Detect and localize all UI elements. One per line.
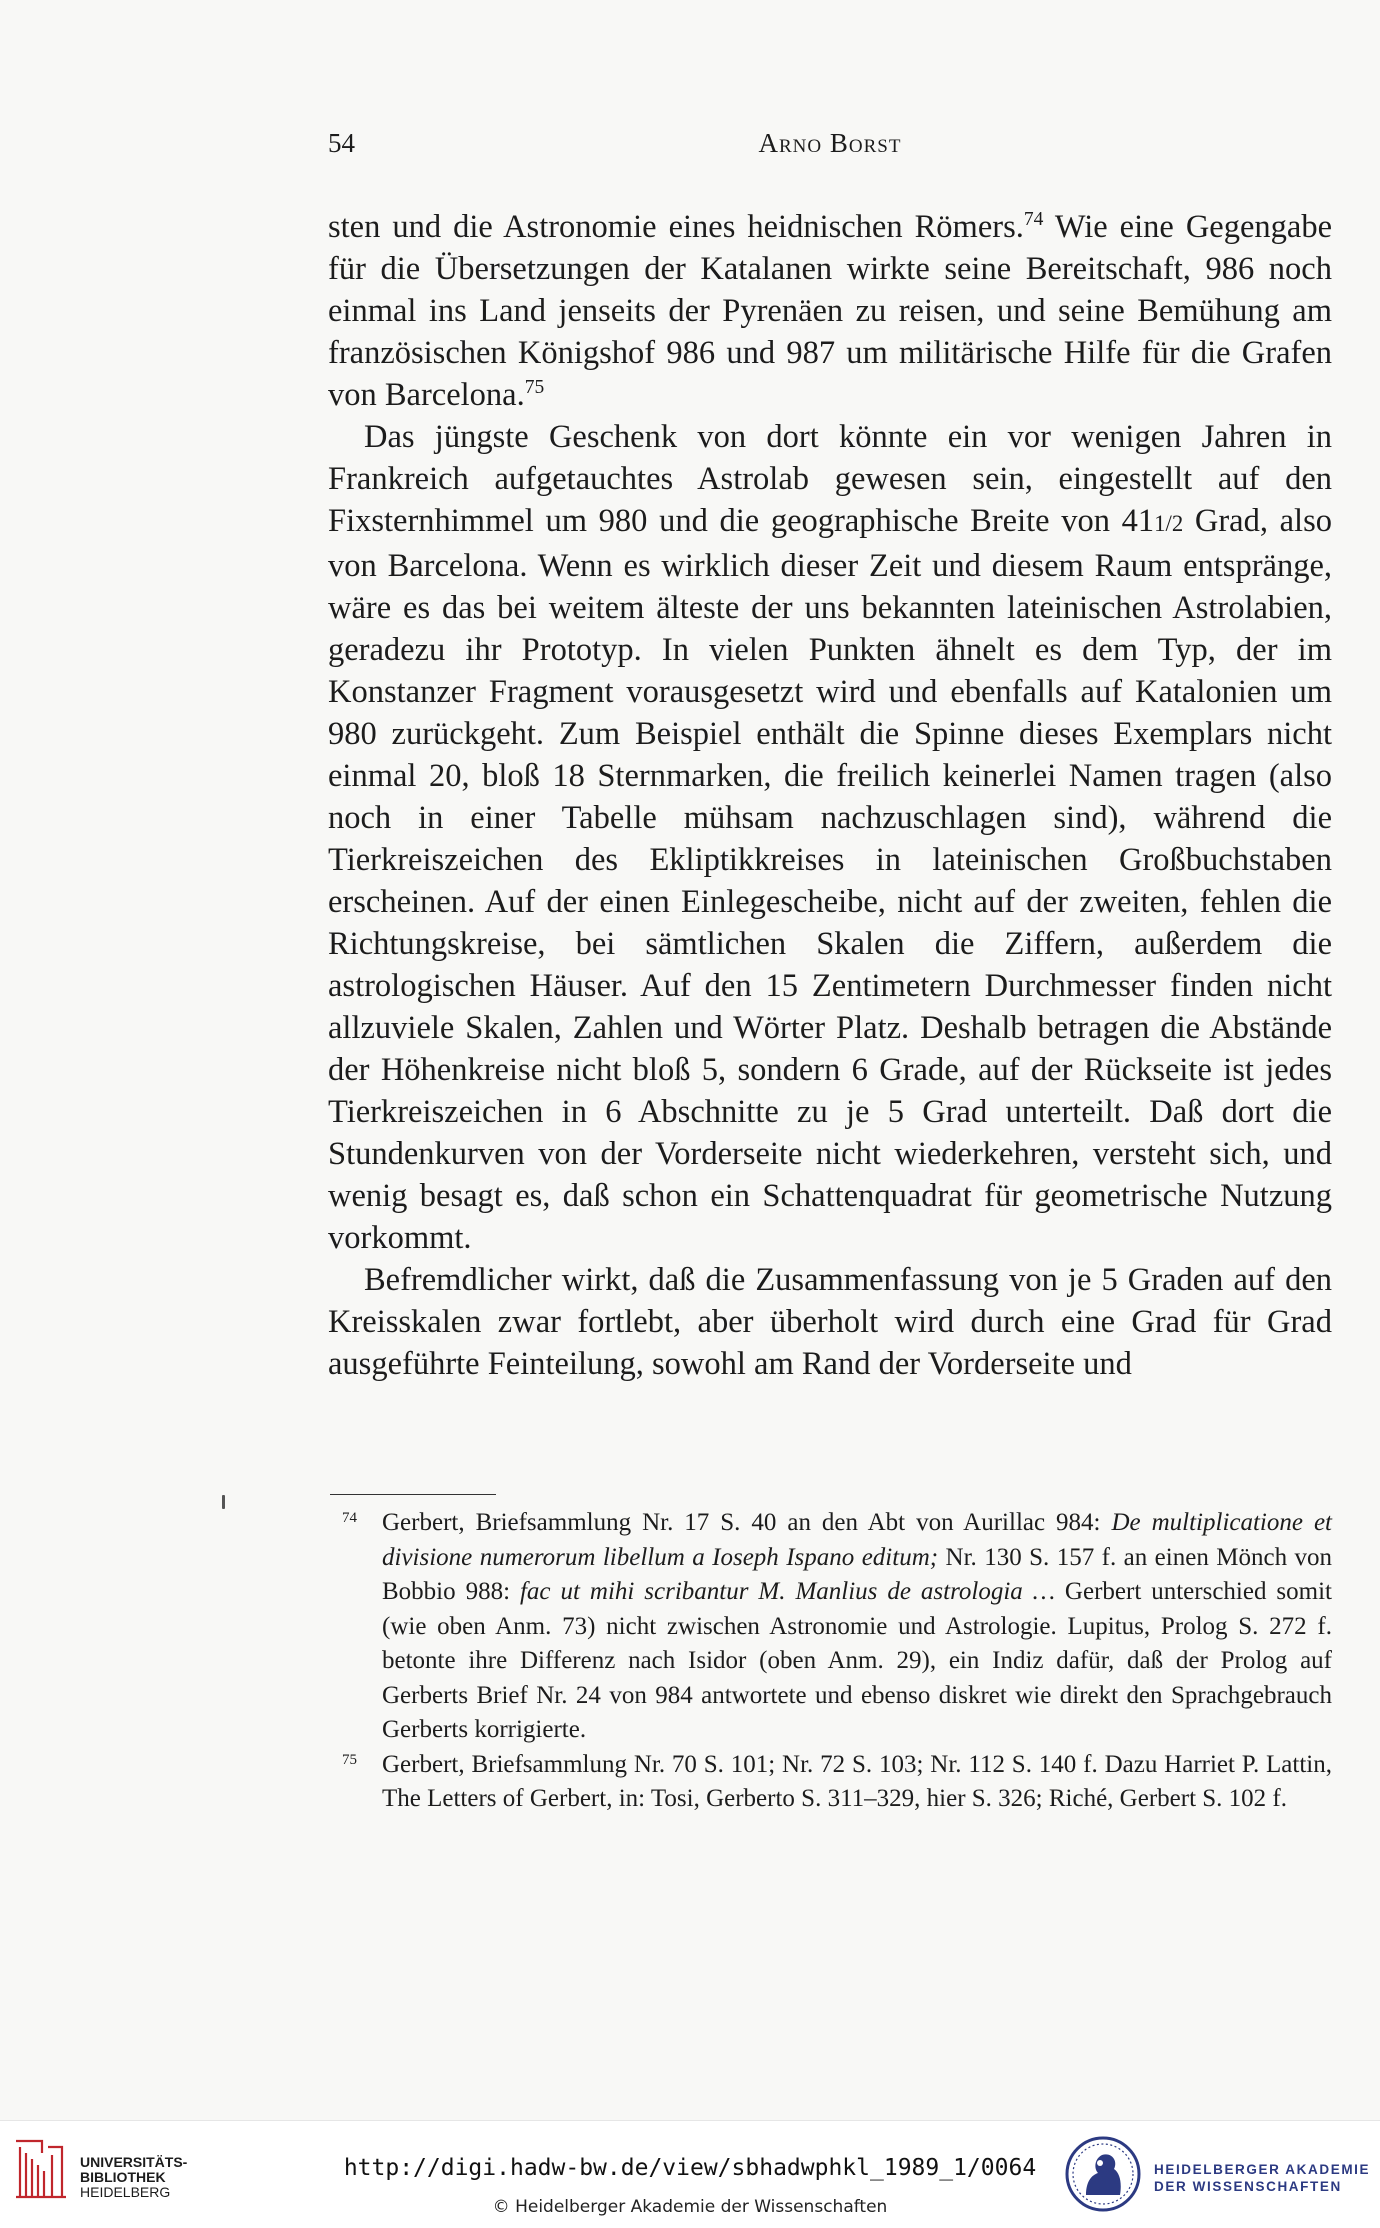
paragraph-3: Befremdlicher wirkt, daß die Zusammenfassung von je 5 Graden auf den Kreisskalen zwar fortlebt, aber überholt wird durch eine Grad für Grad ausgeführte Feinteilung, sowohl am Rand der Vorderseite und — [328, 1262, 1332, 1382]
academy-name — [1154, 2161, 1370, 2195]
paragraph-1-text-a: sten und die Astronomie eines heidnischen Römers. — [328, 209, 1024, 245]
page-number: 54 — [328, 128, 355, 158]
library-name-line: HEIDELBERG — [80, 2184, 171, 2200]
running-head-author: Arno Borst — [758, 128, 902, 158]
footnote-text: Gerbert, Briefsammlung Nr. 70 S. 101; Nr. 72 S. 103; Nr. 112 S. 140 f. Dazu Harriet P. Lattin, The Letters of Gerbert, in: Tosi, Gerberto S. 311–329, hier S. 326; Riché, Gerbert S. 102 f. — [382, 1750, 1332, 1812]
permalink-url[interactable]: http://digi.hadw-bw.de/view/sbhadwphkl_1989_1/0064 — [343, 2155, 1037, 2181]
footnote-separator — [330, 1494, 496, 1495]
footnote-text: Gerbert, Briefsammlung Nr. 17 S. 40 an den Abt von Aurillac 984: — [382, 1509, 1112, 1536]
fraction-half: 1/2 — [1154, 511, 1184, 536]
paragraph-2 — [328, 416, 1332, 1259]
footnote-mark: 75 — [342, 1751, 357, 1768]
paragraph-1 — [328, 206, 1332, 416]
footnote-ref-75[interactable]: 75 — [524, 377, 545, 399]
academy-name-line: DER WISSENSCHAFTEN — [1154, 2179, 1342, 2194]
footnote-ref-74[interactable]: 74 — [1023, 209, 1044, 231]
paragraph-2-text-b: Grad, also von Barcelona. Wenn es wirklich dieser Zeit und diesem Raum entspränge, wäre es das bei weitem älteste der uns bekannten lateinischen Astrolabien, geradezu ihr Prototyp. In vielen Punkten ähnelt es dem Typ, der im Konstanzer Fragment vorausgesetzt wird und ebenfalls auf Katalonien um 980 zurückgeht. Zum Beispiel enthält die Spinne dieses Exemplars nicht einmal 20, bloß 18 Sternmarken, die freilich keinerlei Namen tragen (also noch in einer Tabelle mühsam nachzuschlagen sind), während die Tierkreiszeichen des Ekliptikkreises in lateinischen Großbuchstaben erscheinen. Auf der einen Einlegescheibe, nicht auf der zweiten, fehlen die Richtungskreise, bei sämtlichen Skalen die Ziffern, außerdem die astrologischen Häuser. Auf den 15 Zentimetern Durchmesser finden nicht allzuviele Skalen, Zahlen und Wörter Platz. Deshalb betragen die Abstände der Höhenkreise nicht bloß 5, sondern 6 Grade, auf der Rückseite ist jedes Tierkreiszeichen in 6 Abschnitte zu je 5 Grad unterteilt. Daß dort die Stundenkurven von der Vorderseite nicht wiederkehren, versteht sich, und wenig besagt es, daß schon ein Schattenquadrat für geometrische Nutzung vorkommt. — [328, 503, 1332, 1256]
library-name-line: BIBLIOTHEK — [80, 2169, 166, 2185]
paragraph-1-text-b: Wie eine Gegengabe für die Übersetzungen der Katalanen wirkte seine Bereitschaft, 986 noch einmal ins Land jenseits der Pyrenäen zu reisen, und seine Bemühung am französischen Königshof 986 und 987 um militärische Hilfe für die Grafen von Barcelona. — [328, 209, 1332, 413]
library-name-line: UNIVERSITÄTS- — [80, 2154, 188, 2170]
academy-seal-icon[interactable] — [1064, 2135, 1142, 2213]
footnote-italic-title: fac ut mihi scribantur M. Manlius de astrologia … — [519, 1578, 1055, 1605]
footnote-text: Nr. 130 S. 157 f. an einen Mönch von Bobbio 988: — [382, 1543, 1333, 1605]
footnote-text: Gerbert unterschied somit (wie oben Anm. 73) nicht zwischen Astronomie und Astrologie. Lupitus, Prolog S. 272 f. betonte ihre Differenz nach Isidor (oben Anm. 29), ein Indiz dafür, daß der Prolog auf Gerberts Brief Nr. 24 von 984 antwortete und ebenso diskret wie direkt den Sprachgebrauch Gerberts korrigierte. — [382, 1578, 1332, 1743]
footnote-74 — [328, 1506, 1332, 1748]
body-text — [328, 206, 1332, 1385]
viewer-footer — [0, 2120, 1380, 2228]
copyright-notice: © Heidelberger Akademie der Wissenschaften — [492, 2197, 888, 2217]
running-head — [328, 128, 1332, 168]
footnotes — [328, 1506, 1332, 1817]
paragraph-2-text-a: Das jüngste Geschenk von dort könnte ein vor wenigen Jahren in Frankreich aufgetauchtes Astrolab gewesen sein, eingestellt auf den Fixsternhimmel um 980 und die geographische Breite von 41 — [328, 419, 1332, 539]
footnote-75 — [328, 1748, 1332, 1817]
footnote-italic-title: De multiplicatione et divisione numerorum libellum a Ioseph Ispano editum; — [382, 1509, 1332, 1571]
scan-speck — [222, 1495, 225, 1509]
academy-name-line: HEIDELBERGER AKADEMIE — [1154, 2162, 1371, 2177]
footnote-mark: 74 — [342, 1510, 357, 1526]
